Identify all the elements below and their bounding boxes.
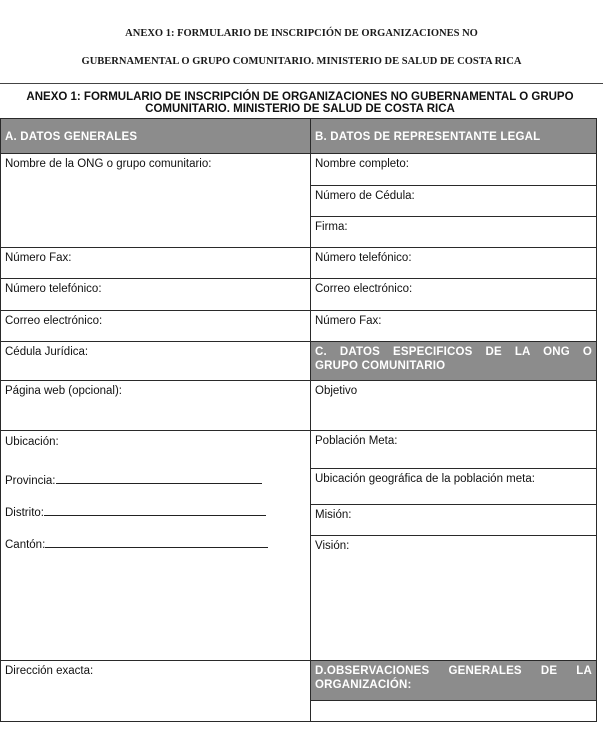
field-rep-telefono[interactable] — [311, 248, 597, 279]
form-title — [10, 91, 590, 115]
field-objetivo[interactable] — [311, 381, 597, 431]
field-poblacion-meta[interactable] — [311, 431, 597, 469]
registration-form-table — [0, 118, 597, 722]
field-rep-correo[interactable] — [311, 279, 597, 310]
field-correo[interactable] — [1, 310, 311, 341]
section-c-header-line-1: C. DATOS ESPECIFICOS DE LA ONG O — [315, 345, 592, 358]
field-distrito[interactable] — [5, 504, 266, 519]
field-nombre-ong[interactable] — [1, 154, 311, 248]
field-ubicacion-label: Ubicación: — [5, 436, 59, 449]
field-rep-fax[interactable] — [311, 310, 597, 341]
field-fax[interactable] — [1, 248, 311, 279]
field-telefono-label: Número telefónico: — [5, 283, 102, 296]
field-vision-label: Visión: — [315, 540, 350, 553]
field-fax-label: Número Fax: — [5, 252, 72, 265]
document-title-line-2: GUBERNAMENTAL O GRUPO COMUNITARIO. MINISTERIO DE SALUD DE COSTA RICA — [81, 56, 522, 67]
field-mision[interactable] — [311, 505, 597, 536]
form-title-line-1: ANEXO 1: FORMULARIO DE INSCRIPCIÓN DE ORGANIZACIONES NO GUBERNAMENTAL O GRUPO — [26, 91, 574, 103]
field-rep-firma[interactable] — [311, 216, 597, 247]
section-b-header — [311, 119, 597, 154]
section-c-header-line-2: GRUPO COMUNITARIO — [315, 359, 446, 372]
field-rep-cedula[interactable] — [311, 185, 597, 216]
field-rep-cedula-label: Número de Cédula: — [315, 189, 415, 202]
field-direccion-label: Dirección exacta: — [5, 665, 94, 678]
field-cedula-juridica[interactable] — [1, 341, 311, 381]
field-cedula-juridica-label: Cédula Jurídica: — [5, 345, 89, 358]
form-title-line-2: COMUNITARIO. MINISTERIO DE SALUD DE COSTA RICA — [145, 103, 455, 115]
section-c-header — [311, 341, 597, 381]
section-d-header-line-1: D.OBSERVACIONES GENERALES DE LA — [315, 665, 592, 678]
field-canton-line[interactable] — [45, 536, 268, 548]
field-rep-firma-label: Firma: — [315, 220, 348, 233]
section-a-header-label: A. DATOS GENERALES — [5, 131, 138, 144]
field-direccion[interactable] — [1, 661, 311, 722]
field-canton[interactable] — [5, 536, 268, 551]
field-ubicacion-geografica[interactable] — [311, 469, 597, 505]
field-provincia[interactable] — [5, 472, 262, 487]
section-d-header-line-2: ORGANIZACIÓN: — [315, 679, 412, 692]
field-objetivo-label: Objetivo — [315, 385, 358, 398]
field-pagina-web-label: Página web (opcional): — [5, 385, 122, 398]
field-distrito-label: Distrito: — [5, 507, 44, 520]
field-rep-telefono-label: Número telefónico: — [315, 252, 412, 265]
document-title-line-1: ANEXO 1: FORMULARIO DE INSCRIPCIÓN DE ORGANIZACIONES NO — [125, 28, 478, 39]
field-vision[interactable] — [311, 536, 597, 661]
field-pagina-web[interactable] — [1, 381, 311, 431]
field-correo-label: Correo electrónico: — [5, 314, 103, 327]
section-b-header-label: B. DATOS DE REPRESENTANTE LEGAL — [315, 131, 541, 144]
field-rep-nombre-completo-label: Nombre completo: — [315, 158, 409, 171]
field-poblacion-meta-label: Población Meta: — [315, 435, 398, 448]
field-provincia-label: Provincia: — [5, 475, 56, 488]
section-d-header — [311, 661, 597, 701]
field-rep-correo-label: Correo electrónico: — [315, 283, 413, 296]
field-canton-label: Cantón: — [5, 539, 46, 552]
field-ubicacion-geografica-label: Ubicación geográfica de la población meta: — [315, 473, 535, 486]
title-divider — [0, 83, 603, 84]
field-ubicacion — [1, 431, 311, 661]
field-distrito-line[interactable] — [44, 504, 266, 516]
field-provincia-line[interactable] — [56, 472, 262, 484]
field-rep-nombre-completo[interactable] — [311, 154, 597, 185]
field-mision-label: Misión: — [315, 509, 352, 522]
field-rep-fax-label: Número Fax: — [315, 314, 382, 327]
field-telefono[interactable] — [1, 279, 311, 310]
section-a-header — [1, 119, 311, 154]
field-nombre-ong-label: Nombre de la ONG o grupo comunitario: — [5, 158, 212, 171]
field-observaciones[interactable] — [311, 701, 597, 722]
